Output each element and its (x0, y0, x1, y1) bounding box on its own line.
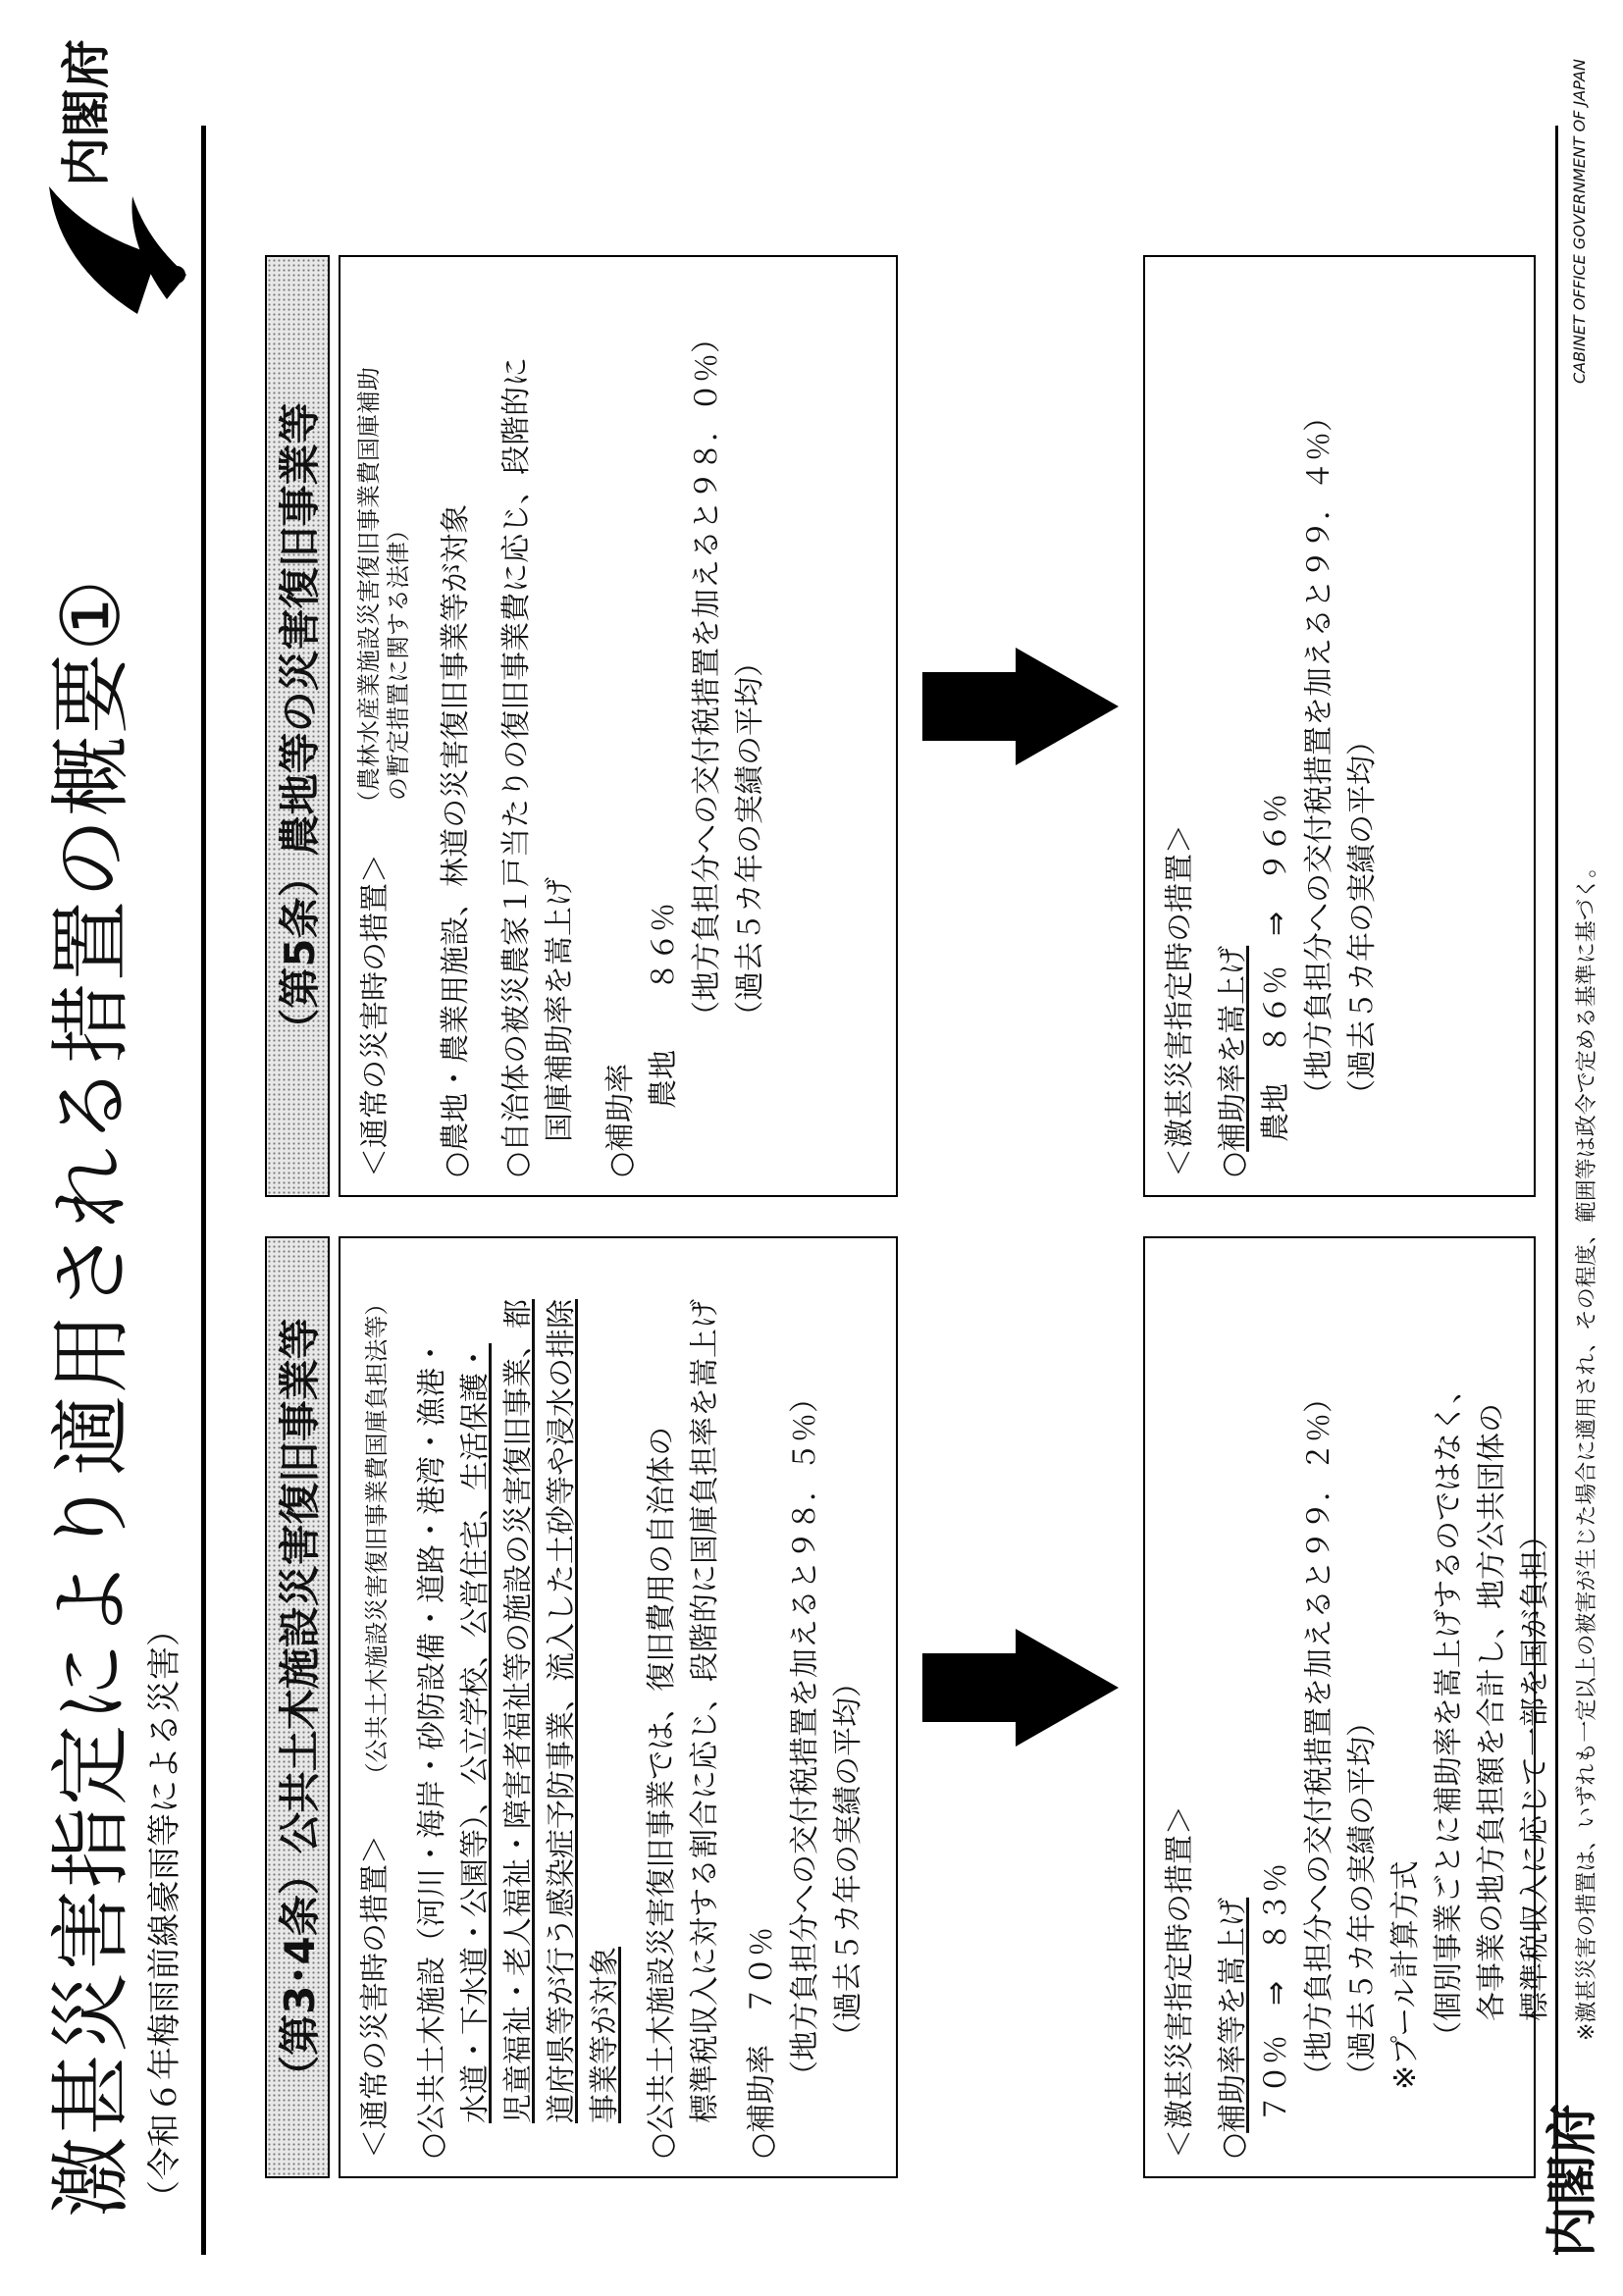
cabinet-office-label: CABINET OFFICE GOVERNMENT OF JAPAN (1570, 59, 1589, 385)
page-title: 激甚災害指定により適用される措置の概要① (45, 577, 138, 2218)
left-severe-pool-l3: 標準税収入に応じて一部を国が負担） (1518, 1521, 1552, 2021)
right-normal-item2-l1: ○自治体の被災農家１戸当たりの復旧事業費に応じ、段階的に (499, 356, 534, 1177)
logo-text: 内閣府 (58, 39, 115, 186)
left-normal-item1-l1: ○公共土木施設（河川・海岸・砂防設備・道路・港湾・漁港・ (415, 1337, 449, 2159)
right-severe-tax: （地方負担分への交付税措置を加えると９９．４％） (1302, 402, 1336, 1109)
left-severe-rate: ７０％ ⇒ ８３％ (1259, 1862, 1293, 2123)
left-normal-item3-l3: （過去５カ年の実績の平均） (831, 1668, 865, 2051)
left-normal-item1-l3: 児童福祉・老人福祉・障害者福祉等の施設の災害復旧事業、都 (501, 1299, 536, 2123)
left-severe-pool: ※プール計算方式 (1388, 1860, 1423, 2090)
left-severe-heading: ＜激甚災害指定時の措置＞ (1163, 1805, 1197, 2159)
right-severe-heading: ＜激甚災害指定時の措置＞ (1163, 824, 1197, 1177)
page-subtitle: （令和６年梅雨前線豪雨等による災害） (145, 1613, 184, 2214)
left-normal-item3-l1: ○補助率 ７０％ (745, 1926, 779, 2159)
right-severe-box (1143, 255, 1536, 1197)
right-normal-heading: ＜通常の災害時の措置＞ (358, 854, 393, 1177)
left-normal-item2-l2: 標準税収入に対する割合に応じ、段階的に国庫負担率を嵩上げ (688, 1299, 722, 2123)
right-down-arrow (922, 648, 1119, 765)
left-normal-law: （公共土木施設災害復旧事業費国庫負担法等） (363, 1291, 391, 1787)
footer-logo-text: 内閣府 (1544, 2103, 1602, 2257)
left-header: （第3･4条）公共土木施設災害復旧事業等 (265, 1236, 330, 2178)
right-severe-avg: （過去５カ年の実績の平均） (1345, 726, 1380, 1109)
right-severe-item: 補助率を嵩上げ (1216, 945, 1250, 1152)
left-normal-item2-l1: ○公共土木施設災害復旧事業では、復旧費用の自治体の (645, 1426, 679, 2159)
right-normal-item3-l1: ○補助率 (603, 1063, 638, 1177)
right-severe-bullet: ○ (1216, 1151, 1250, 1177)
right-normal-item3-l2: 農地 ８６％ (647, 903, 681, 1109)
left-severe-pool-l2: 各事業の地方負担額を合計し、地方公共団体の (1475, 1403, 1509, 2021)
left-severe-item: 補助率等を嵩上げ (1216, 1897, 1250, 2133)
footer-rule (1555, 126, 1558, 2255)
left-severe-avg: （過去５カ年の実績の平均） (1345, 1707, 1380, 2090)
left-normal-item3-l2: （地方負担分への交付税措置を加えると９８．５％） (788, 1383, 822, 2090)
title-rule (201, 126, 206, 2255)
left-severe-bullet: ○ (1216, 2132, 1250, 2159)
right-normal-box (339, 255, 898, 1197)
right-normal-item2-l2: 国庫補助率を嵩上げ (543, 877, 577, 1142)
right-normal-item1: ○農地・農業用施設、林道の災害復旧事業等が対象 (439, 503, 473, 1177)
left-normal-heading: ＜通常の災害時の措置＞ (358, 1835, 393, 2159)
right-normal-law-l1: （農林水産業施設災害復旧事業費国庫補助 (355, 367, 383, 814)
right-normal-item3-l3: （地方負担分への交付税措置を加えると９８．０％） (690, 324, 724, 1030)
right-header: （第5条）農地等の災害復旧事業等 (265, 255, 330, 1197)
left-normal-item1-l5: 事業等が対象 (588, 1947, 622, 2123)
right-normal-law-l2: の暫定措置に関する法律） (385, 518, 412, 801)
left-normal-item1-l2: 水道・下水道・公園等）、公立学校、公営住宅、生活保護・ (458, 1343, 493, 2123)
right-severe-rate: 農地 ８６％ ⇒ ９６％ (1259, 793, 1293, 1142)
left-severe-box (1143, 1236, 1552, 2178)
left-severe-tax: （地方負担分への交付税措置を加えると９９．２％） (1302, 1383, 1336, 2090)
left-down-arrow (922, 1629, 1119, 1747)
left-normal-box (339, 1236, 898, 2178)
right-normal-item3-l4: （過去５カ年の実績の平均） (733, 648, 767, 1030)
left-severe-pool-l1: （個別事業ごとに補助率を嵩上げするのではなく、 (1432, 1374, 1466, 2051)
footnote: ※激甚災害の措置は、いずれも一定以上の被害が生じた場合に適用され、その程度、範囲等は政令で定める基準に基づく。 (1575, 856, 1599, 2041)
left-normal-item1-l4: 道府県等が行う感染症予防事業、流入した土砂等や浸水の排除 (545, 1299, 579, 2123)
